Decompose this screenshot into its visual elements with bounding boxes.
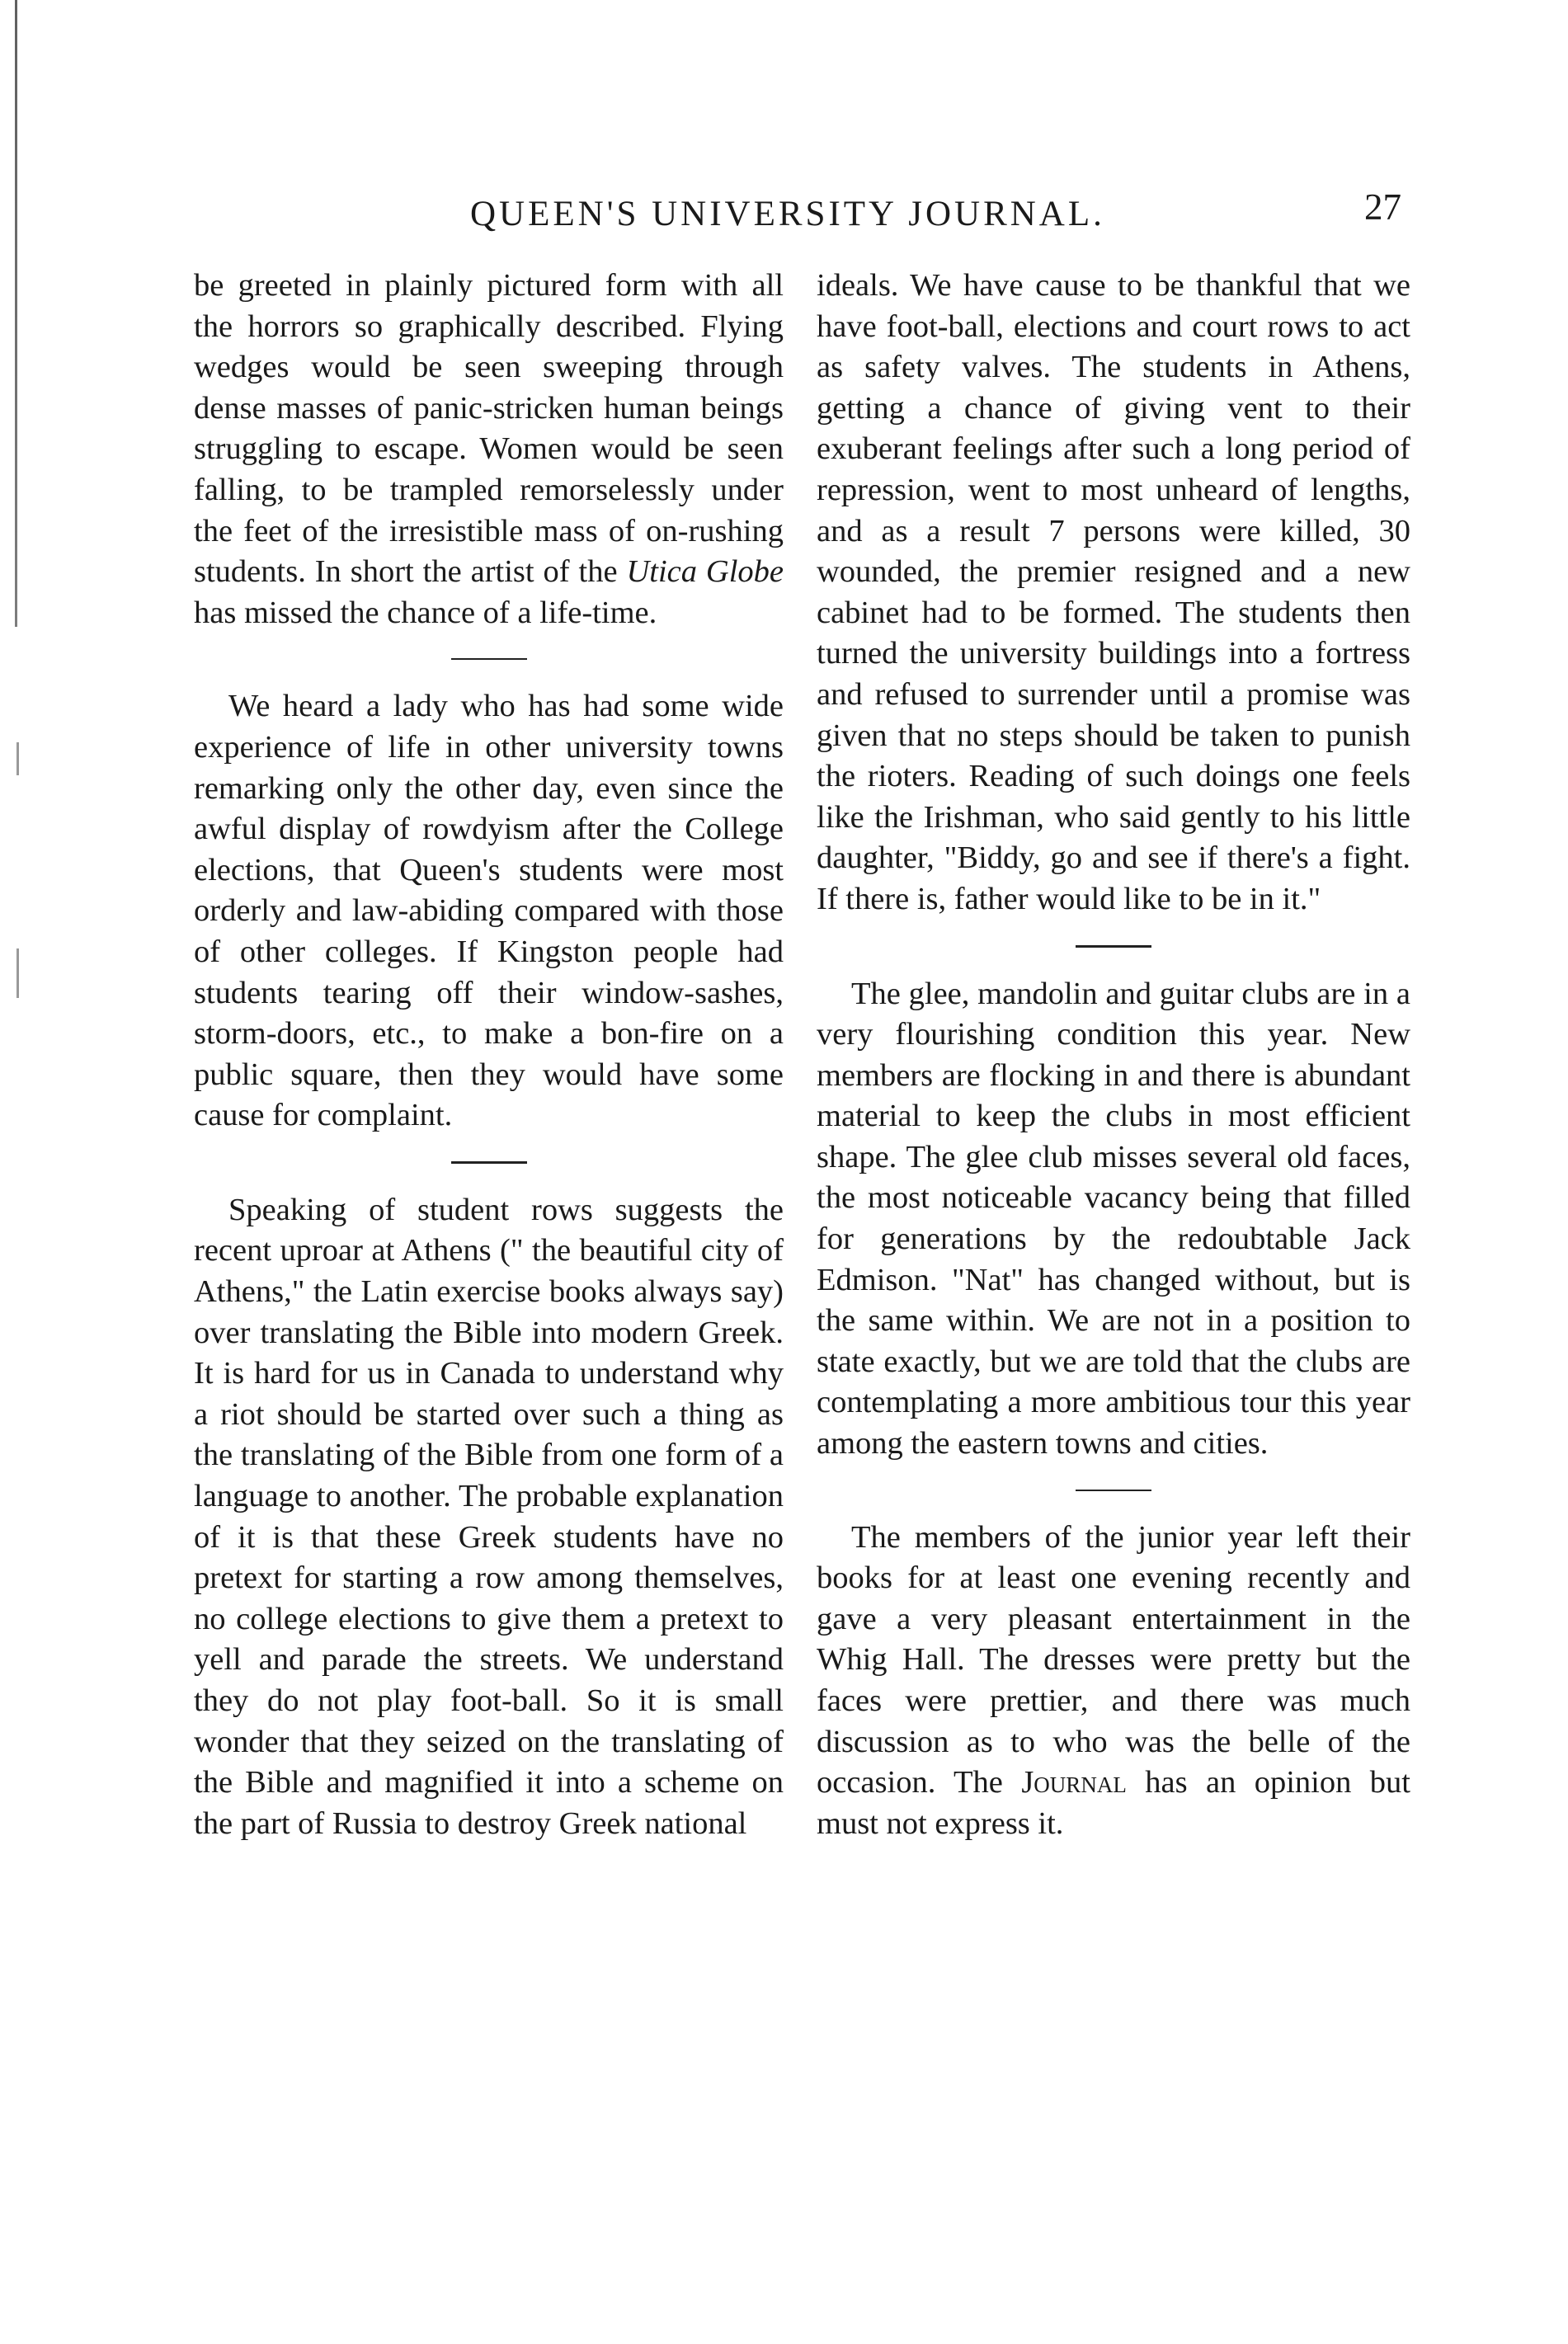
left-paragraph-1-text-b: has missed the chance of a life-time.	[194, 595, 657, 630]
right-column	[817, 266, 1410, 1844]
section-divider	[1076, 945, 1151, 948]
left-paragraph-2: We heard a lady who has had some wide experience of life in other university towns remarking only the other day, even since the awful display of rowdyism after the College elections, that Queen's students were most orderly and law-abiding compared with those of other colleges. If Kingston people had students tearing off their window-sashes, storm-doors, etc., to make a bon-fire on a public square, then they would have some cause for complaint.	[194, 689, 784, 1133]
binding-edge-line	[15, 0, 17, 627]
running-head: QUEEN'S UNIVERSITY JOURNAL.	[470, 195, 1105, 233]
left-paragraph-1-italic: Utica Globe	[626, 554, 784, 590]
right-paragraph-3-text-a: The members of the junior year left their books for at least one evening recently and gave a very pleasant entertainment in the Whig Hall. The dresses were pretty but the faces were prettier, and there was much discussion as to who was the belle of the occasion. The	[817, 1519, 1410, 1800]
left-column	[194, 266, 784, 1844]
section-divider	[451, 658, 527, 660]
right-paragraph-3-smallcaps: Journal	[1021, 1765, 1127, 1800]
page-number: 27	[1364, 186, 1401, 228]
right-paragraph-3	[817, 1518, 1410, 1845]
right-paragraph-3-text-b: has an opinion but must not express it.	[817, 1765, 1410, 1841]
section-divider	[1076, 1490, 1151, 1491]
page-header	[0, 177, 1568, 243]
section-divider	[451, 1161, 527, 1164]
left-paragraph-3: Speaking of student rows suggests the recent uproar at Athens (" the beautiful city of Athens," the Latin exercise books always say) over translating the Bible into modern Greek. It is hard for us in Canada to understand why a riot should be started over such a thing as the translating of the Bible from one form of a language to another. The probable explanation of it is that these Greek students have no pretext for starting a row among themselves, no college elections to give them a pretext to yell and parade the streets. We understand they do not play foot-ball. So it is small wonder that they seized on the translating of the Bible and magnified it into a scheme on the part of Russia to destroy Greek national	[194, 1192, 784, 1841]
right-paragraph-1: ideals. We have cause to be thankful that we have foot-ball, elections and court rows to act as safety valves. The students in Athens, getting a chance of giving vent to their exuberant feelings after such a long period of repression, went to most unheard of lengths, and as a result 7 persons were killed, 30 wounded, the premier resigned and a new cabinet had to be formed. The students then turned the university buildings into a fortress and refused to surrender until a promise was given that no steps should be taken to punish the rioters. Reading of such doings one feels like the Irishman, who said gently to his little daughter, "Biddy, go and see if there's a fight. If there is, father would like to be in it."	[817, 268, 1410, 916]
left-paragraph-1-text-a: be greeted in plainly pictured form with all the horrors so graphically described. Flying wedges would be seen sweeping through dense masses of panic-stricken human beings struggling to escape. Women would be seen falling, to be trampled remorselessly under the feet of the irresistible mass of on-rushing students. In short the artist of the	[194, 268, 784, 590]
left-paragraph-1	[194, 266, 784, 633]
right-paragraph-2: The glee, mandolin and guitar clubs are in a very flourishing condition this year. New members are flocking in and there is abundant material to keep the clubs in most efficient shape. The glee club misses several old faces, the most noticeable vacancy being that filled for generations by the redoubtable Jack Edmison. "Nat" has changed without, but is the same within. We are not in a position to state exactly, but we are told that the clubs are contemplating a more ambitious tour this year among the eastern towns and cities.	[817, 976, 1410, 1461]
binding-edge-mark	[16, 742, 19, 775]
binding-edge-mark	[16, 948, 19, 998]
